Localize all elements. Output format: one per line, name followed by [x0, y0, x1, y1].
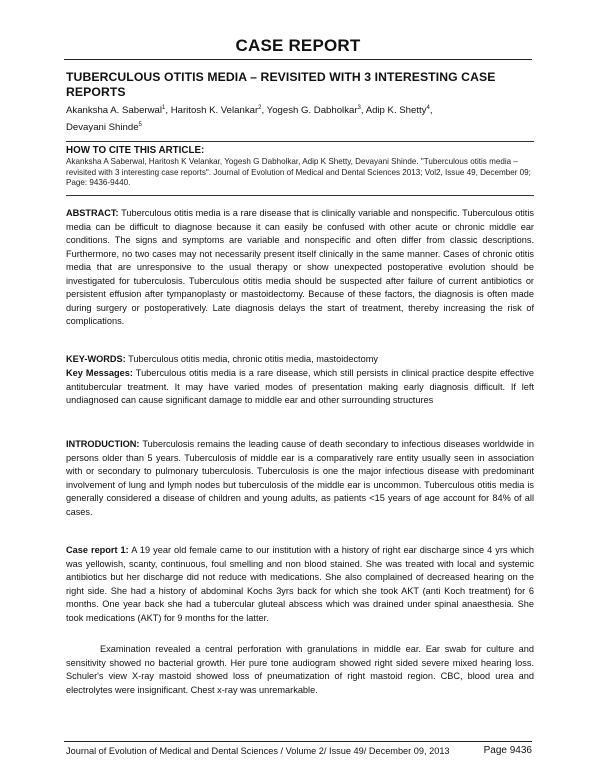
citation-top-divider	[66, 141, 534, 142]
abstract-label: ABSTRACT:	[66, 208, 119, 218]
footer-journal-info: Journal of Evolution of Medical and Dental Sciences / Volume 2/ Issue 49/ December 09, 2013	[66, 746, 450, 756]
affiliation-marker: 4	[426, 105, 430, 111]
footer-divider	[64, 741, 532, 742]
key-messages-label: Key Messages:	[66, 368, 133, 378]
keywords-label: KEY-WORDS:	[66, 354, 126, 364]
affiliation-marker: 1	[162, 105, 166, 111]
author-name: Haritosh K. Velankar	[170, 105, 259, 117]
abstract-text: Tuberculous otitis media is a rare disease that is clinically variable and nonspecific. Tuberculous otitis media can be difficult to diagnose because it can easily be confused with other acute or chronic middle ear conditions. The signs and symptoms are variable and nonspecific and often differ from classic descriptions. Furthermore, no two cases may not necessarily present itself clinically in the same manner. Cases of chronic otitis media that are unresponsive to the usual therapy or show unexpected postoperative evolution should be investigated for tuberculosis. Tuberculous otitis media should be suspected after failure of current antibiotics or persistent effusion after tympanoplasty or mastoidectomy. Because of these factors, the diagnosis is often made during surgery or postoperatively. Late diagnosis delays the start of treatment, thereby increasing the risk of complications.	[66, 208, 534, 326]
page-number: Page 9436	[483, 745, 532, 756]
affiliation-marker: 5	[138, 122, 142, 129]
case-report-1-paragraph	[66, 544, 534, 625]
introduction-text: Tuberculosis remains the leading cause of death secondary to infectious diseases worldwide in persons older than 5 years. Tuberculosis of middle ear is a comparatively rare entity usually seen in association with or secondary to pulmonary tuberculosis. Tuberculosis is one the major infectious disease with predominant involvement of lung and lymph nodes but tuberculosis of the middle ear is uncommon. Tuberculous otitis media is generally considered a disease of children and young adults, as patients <15 years of age account for 84% of all cases.	[66, 439, 534, 517]
keywords-text: Tuberculous otitis media, chronic otitis media, mastoidectomy	[125, 354, 378, 364]
citation-text: Akanksha A Saberwal, Haritosh K Velankar, Yogesh G Dabholkar, Adip K Shetty, Devayani Shinde. "Tuberculous otitis media – revisited with 3 interesting case reports". Journal of Evolution of Medical and Dental Sciences 2013; Vol2, Issue 49, December 09; Page: 9436-9440.	[66, 157, 531, 188]
author-list: Akanksha A. Saberwal$^1$, Haritosh K. Velankar$^2$, Yogesh G. Dabholkar$^3$, Adip K. Shetty$^4$, Devayani Shinde$^5$	[66, 105, 433, 134]
abstract-paragraph	[66, 207, 534, 329]
affiliation-marker: 3	[357, 105, 361, 111]
case-report-1-text: A 19 year old female came to our institution with a history of right ear discharge since 4 yrs which was yellowish, scanty, continuous, foul smelling and non blood stained. She was treated with local and systemic antibiotics but her discharge did not reduce with medications. She also complained of decreased hearing on the right side. She had a history of abdominal Kochs 3yrs back for which she took AKT (anti Koch treatment) for 6 months. One year back she had a tubercular gluteal abscess which was drained under spinal anaesthesia. She took medications (AKT) for 9 months for the latter.	[66, 545, 534, 623]
introduction-label: INTRODUCTION:	[66, 439, 140, 449]
header-divider	[64, 59, 532, 60]
author-name: Yogesh G. Dabholkar	[266, 105, 358, 117]
affiliation-marker: 2	[258, 105, 262, 111]
author-name: Devayani Shinde	[66, 122, 139, 134]
author-name: Adip K. Shetty	[365, 105, 427, 117]
key-messages-paragraph	[66, 367, 534, 408]
examination-paragraph: Examination revealed a central perforation with granulations in middle ear. Ear swab for culture and sensitivity showed no bacterial growth. Her pure tone audiogram showed right sided severe mixed hearing loss. Schuler's view X-ray mastoid showed loss of pneumatization of right mastoid region. CBC, blood urea and electrolytes were insignificant. Chest x-ray was unremarkable.	[66, 644, 534, 695]
keywords-paragraph	[66, 353, 534, 367]
article-title: TUBERCULOUS OTITIS MEDIA – REVISITED WITH 3 INTERESTING CASE REPORTS	[66, 70, 496, 99]
author-name: Akanksha A. Saberwal	[66, 105, 162, 117]
citation-heading: HOW TO CITE THIS ARTICLE:	[66, 145, 205, 156]
citation-bottom-divider	[66, 195, 534, 196]
case-report-1-label: Case report 1:	[66, 545, 129, 555]
section-heading: CASE REPORT	[235, 36, 361, 55]
introduction-paragraph	[66, 438, 534, 519]
key-messages-text: Tuberculous otitis media is a rare disease, which still persists in clinical practice despite effective antitubercular treatment. It may have varied modes of presentation making early diagnosis difficult. If left undiagnosed can cause significant damage to middle ear and other surrounding structures	[66, 368, 535, 405]
